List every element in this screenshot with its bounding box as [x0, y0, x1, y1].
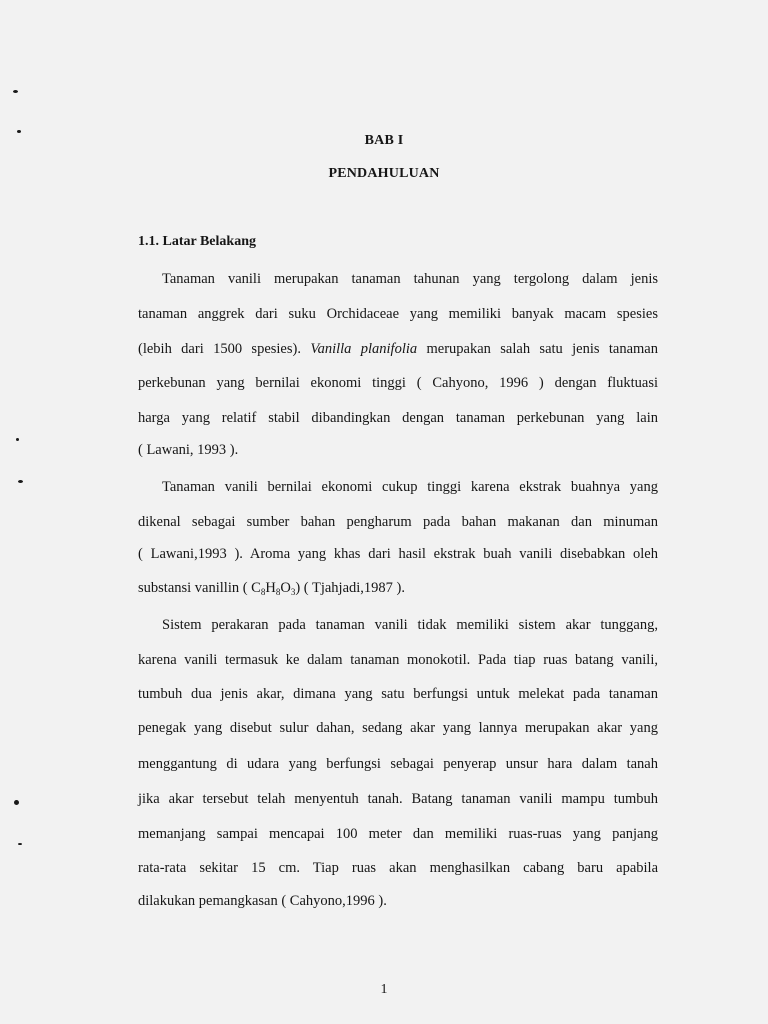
line-text: (lebih dari 1500 spesies). [138, 341, 311, 357]
section-heading: 1.1. Latar Belakang [138, 234, 256, 249]
paragraph-line: Tanaman vanili bernilai ekonomi cukup tinggi karena ekstrak buahnya yang [162, 479, 658, 495]
paragraph-line: tumbuh dua jenis akar, dimana yang satu berfungsi untuk melekat pada tanaman [138, 686, 658, 702]
species-name: Vanilla planifolia [310, 341, 418, 357]
chapter-title: PENDAHULUAN [328, 166, 440, 181]
formula-text: H [265, 580, 276, 596]
paragraph-line [138, 579, 658, 597]
paragraph-line: karena vanili termasuk ke dalam tanaman monokotil. Pada tiap ruas batang vanili, [138, 652, 658, 668]
paragraph-line: ( Lawani, 1993 ). [138, 442, 239, 458]
paragraph-line: menggantung di udara yang berfungsi sebagai penyerap unsur hara dalam tanah [138, 756, 658, 772]
line-text: ) ( Tjahjadi,1987 ). [295, 580, 405, 596]
chapter-number: BAB I [364, 133, 404, 148]
scan-speck [14, 800, 19, 805]
paragraph-line [138, 340, 658, 358]
scan-speck [18, 843, 22, 845]
line-text: substansi vanillin ( C [138, 580, 261, 596]
scan-speck [18, 480, 23, 483]
paragraph-line: Tanaman vanili merupakan tanaman tahunan yang tergolong dalam jenis [162, 271, 658, 287]
paragraph-line: jika akar tersebut telah menyentuh tanah. Batang tanaman vanili mampu tumbuh [138, 791, 658, 807]
paragraph-line: rata-rata sekitar 15 cm. Tiap ruas akan menghasilkan cabang baru apabila [138, 860, 658, 876]
paragraph-line: harga yang relatif stabil dibandingkan dengan tanaman perkebunan yang lain [138, 410, 658, 426]
page-number: 1 [380, 982, 388, 997]
formula-text: O [280, 580, 291, 596]
formula-subscript: 3 [290, 587, 296, 597]
paragraph-line: Sistem perakaran pada tanaman vanili tidak memiliki sistem akar tunggang, [162, 617, 658, 633]
paragraph-line: tanaman anggrek dari suku Orchidaceae yang memiliki banyak macam spesies [138, 306, 658, 322]
line-text: merupakan salah satu jenis tanaman [417, 341, 658, 357]
paragraph-line: ( Lawani,1993 ). Aroma yang khas dari hasil ekstrak buah vanili disebabkan oleh [138, 546, 658, 562]
paragraph-line: perkebunan yang bernilai ekonomi tinggi ( Cahyono, 1996 ) dengan fluktuasi [138, 375, 658, 391]
scan-speck [16, 438, 19, 441]
formula-subscript: 8 [260, 587, 266, 597]
paragraph-line: dilakukan pemangkasan ( Cahyono,1996 ). [138, 893, 387, 909]
formula-subscript: 8 [275, 587, 281, 597]
paragraph-line: dikenal sebagai sumber bahan pengharum pada bahan makanan dan minuman [138, 514, 658, 530]
paragraph-line: memanjang sampai mencapai 100 meter dan memiliki ruas-ruas yang panjang [138, 826, 658, 842]
scan-speck [13, 90, 18, 93]
paragraph-line: penegak yang disebut sulur dahan, sedang akar yang lannya merupakan akar yang [138, 720, 658, 736]
